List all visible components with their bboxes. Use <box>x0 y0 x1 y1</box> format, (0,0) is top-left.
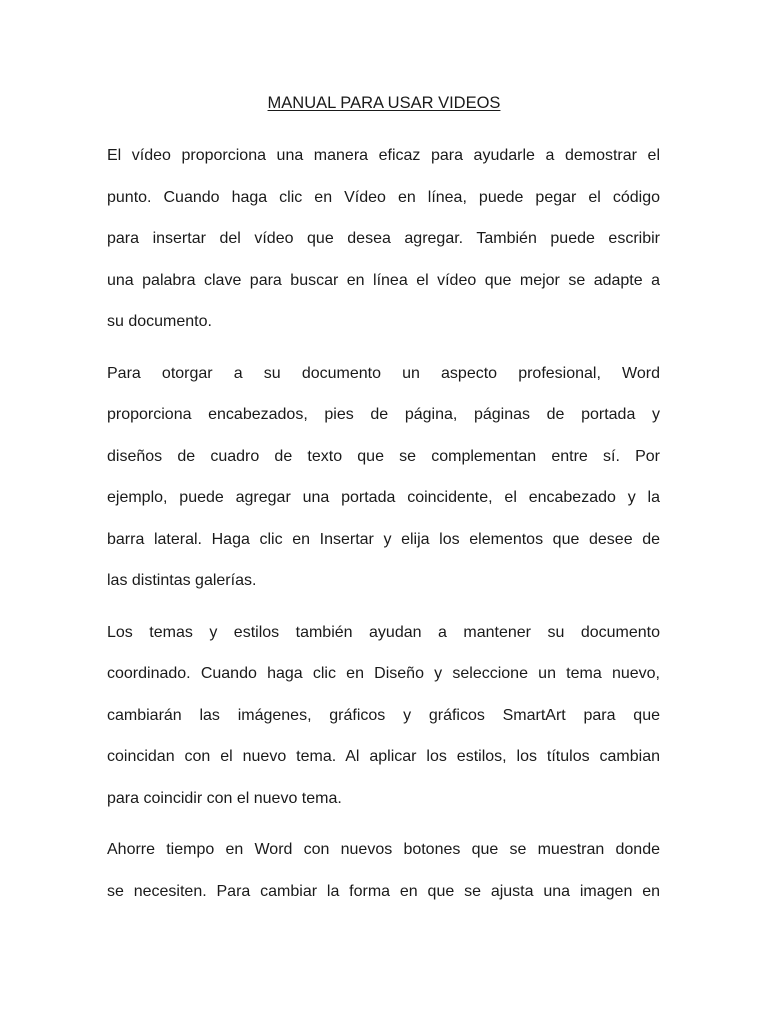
paragraph-line: ejemplo, puede agregar una portada coincidente, el encabezado y la <box>107 489 660 506</box>
paragraph-line: cambiarán las imágenes, gráficos y gráficos SmartArt para que <box>107 706 660 724</box>
paragraph-line: Los temas y estilos también ayudan a mantener su documento <box>107 623 660 641</box>
paragraph-3 <box>107 619 660 827</box>
paragraph-line: las distintas galerías. <box>107 572 257 589</box>
paragraph-line: una palabra clave para buscar en línea el vídeo que mejor se adapte a <box>107 271 660 289</box>
paragraph-line: barra lateral. Haga clic en Insertar y elija los elementos que desee de <box>107 530 660 548</box>
paragraph-1 <box>107 142 660 350</box>
paragraph-line: su documento. <box>107 313 212 330</box>
paragraph-line: coordinado. Cuando haga clic en Diseño y seleccione un tema nuevo, <box>107 665 660 682</box>
paragraph-line: para coincidir con el nuevo tema. <box>107 789 342 807</box>
paragraph-line: proporciona encabezados, pies de página, páginas de portada y <box>107 406 660 423</box>
paragraph-line: El vídeo proporciona una manera eficaz para ayudarle a demostrar el <box>107 147 660 164</box>
paragraph-line: punto. Cuando haga clic en Vídeo en línea, puede pegar el código <box>107 188 660 206</box>
paragraph-line: se necesiten. Para cambiar la forma en que se ajusta una imagen en <box>107 882 660 900</box>
paragraph-line: Ahorre tiempo en Word con nuevos botones que se muestran donde <box>107 841 660 858</box>
paragraph-line: para insertar del vídeo que desea agregar. También puede escribir <box>107 230 660 247</box>
paragraph-line: coincidan con el nuevo tema. Al aplicar los estilos, los títulos cambian <box>107 748 660 765</box>
paragraph-4 <box>107 836 660 919</box>
paragraph-line: Para otorgar a su documento un aspecto profesional, Word <box>107 364 660 382</box>
paragraph-2 <box>107 360 660 609</box>
document-body <box>107 142 660 929</box>
paragraph-line: diseños de cuadro de texto que se complementan entre sí. Por <box>107 447 660 465</box>
document-title: MANUAL PARA USAR VIDEOS <box>267 94 501 112</box>
